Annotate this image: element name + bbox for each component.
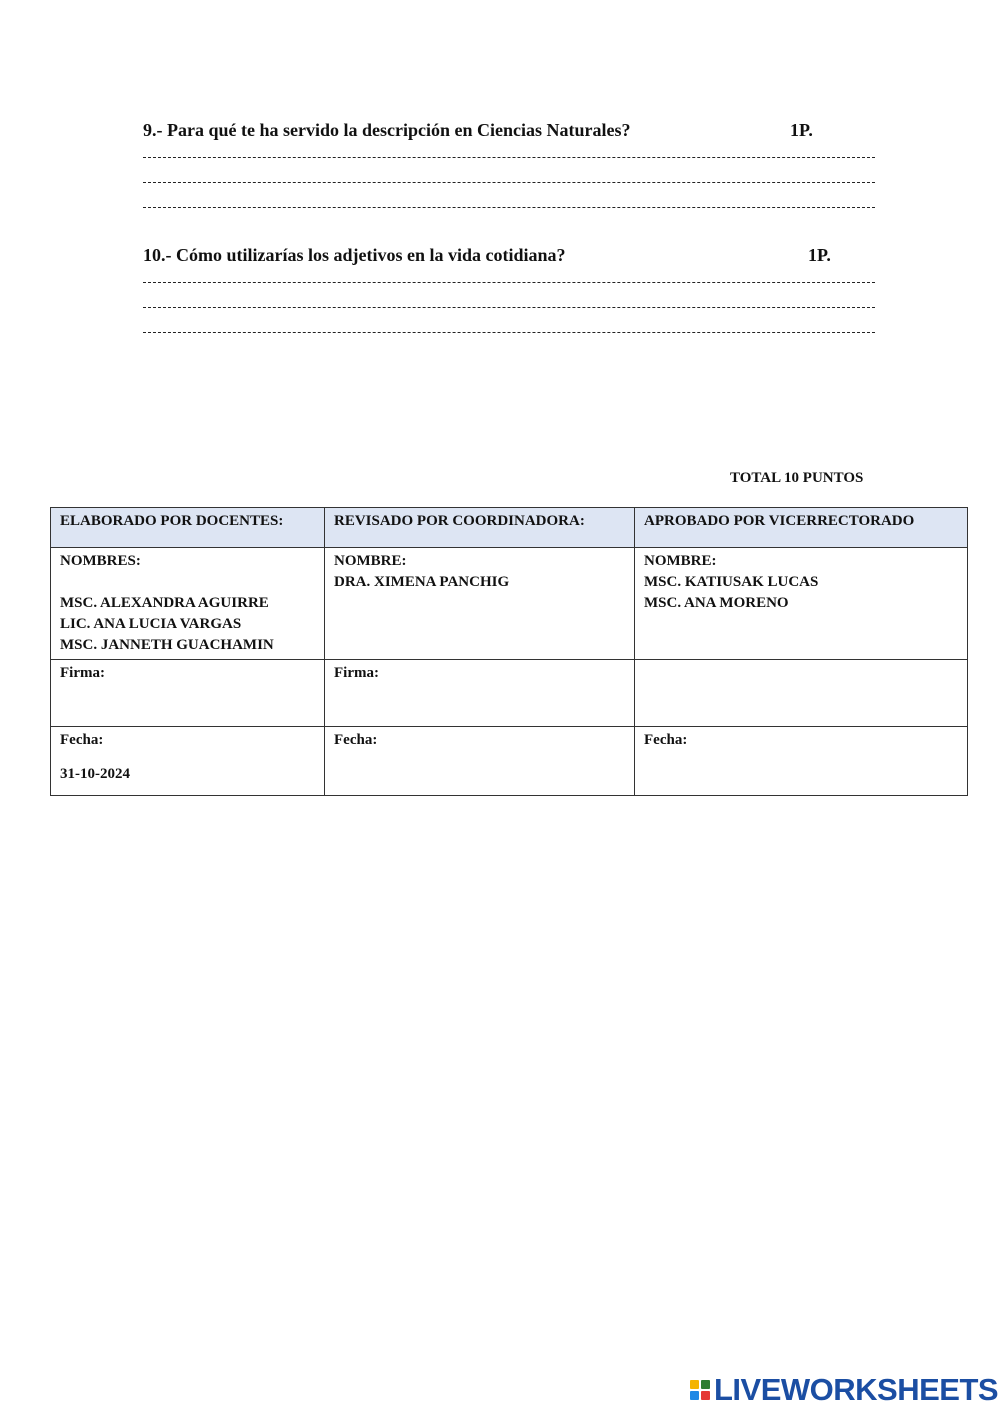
logo-square [701, 1380, 710, 1389]
answer-line[interactable] [143, 157, 875, 158]
date-cell-vicerrectorado[interactable] [635, 727, 968, 796]
question-9-points: 1P. [790, 120, 813, 140]
header-aprobado: APROBADO POR VICERRECTORADO [635, 508, 968, 548]
date-row [51, 727, 968, 796]
name-entry: DRA. XIMENA PANCHIG [334, 574, 510, 590]
header-revisado: REVISADO POR COORDINADORA: [325, 508, 635, 548]
signature-row [51, 660, 968, 727]
signature-cell-coordinadora[interactable] [325, 660, 635, 727]
date-cell-docentes[interactable] [51, 727, 325, 796]
logo-square [690, 1391, 699, 1400]
logo-square [701, 1391, 710, 1400]
names-label: NOMBRE: [644, 553, 717, 569]
answer-line[interactable] [143, 282, 875, 283]
date-label: Fecha: [644, 732, 688, 748]
date-label: Fecha: [60, 732, 104, 748]
logo-square [690, 1380, 699, 1389]
answer-line[interactable] [143, 182, 875, 183]
name-entry: MSC. ANA MORENO [644, 595, 789, 611]
signature-cell-docentes[interactable] [51, 660, 325, 727]
name-entry: MSC. JANNETH GUACHAMIN [60, 637, 274, 653]
total-points: TOTAL 10 PUNTOS [730, 470, 864, 486]
header-elaborado: ELABORADO POR DOCENTES: [51, 508, 325, 548]
answer-line[interactable] [143, 332, 875, 333]
answer-line[interactable] [143, 207, 875, 208]
table-header-row [51, 508, 968, 548]
names-row [51, 548, 968, 660]
names-label: NOMBRES: [60, 553, 141, 569]
name-entry: LIC. ANA LUCIA VARGAS [60, 616, 242, 632]
names-label: NOMBRE: [334, 553, 407, 569]
signature-cell-vicerrectorado[interactable] [635, 660, 968, 727]
question-10: 10.- Cómo utilizarías los adjetivos en la vida cotidiana? [143, 245, 566, 265]
names-cell-docentes [51, 548, 325, 660]
date-cell-coordinadora[interactable] [325, 727, 635, 796]
answer-line[interactable] [143, 307, 875, 308]
brand-name: LIVEWORKSHEETS [714, 1372, 999, 1407]
liveworksheets-brand [690, 1372, 998, 1408]
names-cell-coordinadora [325, 548, 635, 660]
name-entry: MSC. ALEXANDRA AGUIRRE [60, 595, 269, 611]
date-label: Fecha: [334, 732, 378, 748]
signature-label: Firma: [334, 665, 379, 681]
question-10-points: 1P. [808, 245, 831, 265]
signature-label: Firma: [60, 665, 105, 681]
name-entry: MSC. KATIUSAK LUCAS [644, 574, 819, 590]
approval-table [50, 507, 968, 796]
names-cell-vicerrectorado [635, 548, 968, 660]
date-value: 31-10-2024 [60, 766, 130, 782]
question-9: 9.- Para qué te ha servido la descripción en Ciencias Naturales? [143, 120, 631, 140]
liveworksheets-logo-icon [690, 1380, 710, 1400]
